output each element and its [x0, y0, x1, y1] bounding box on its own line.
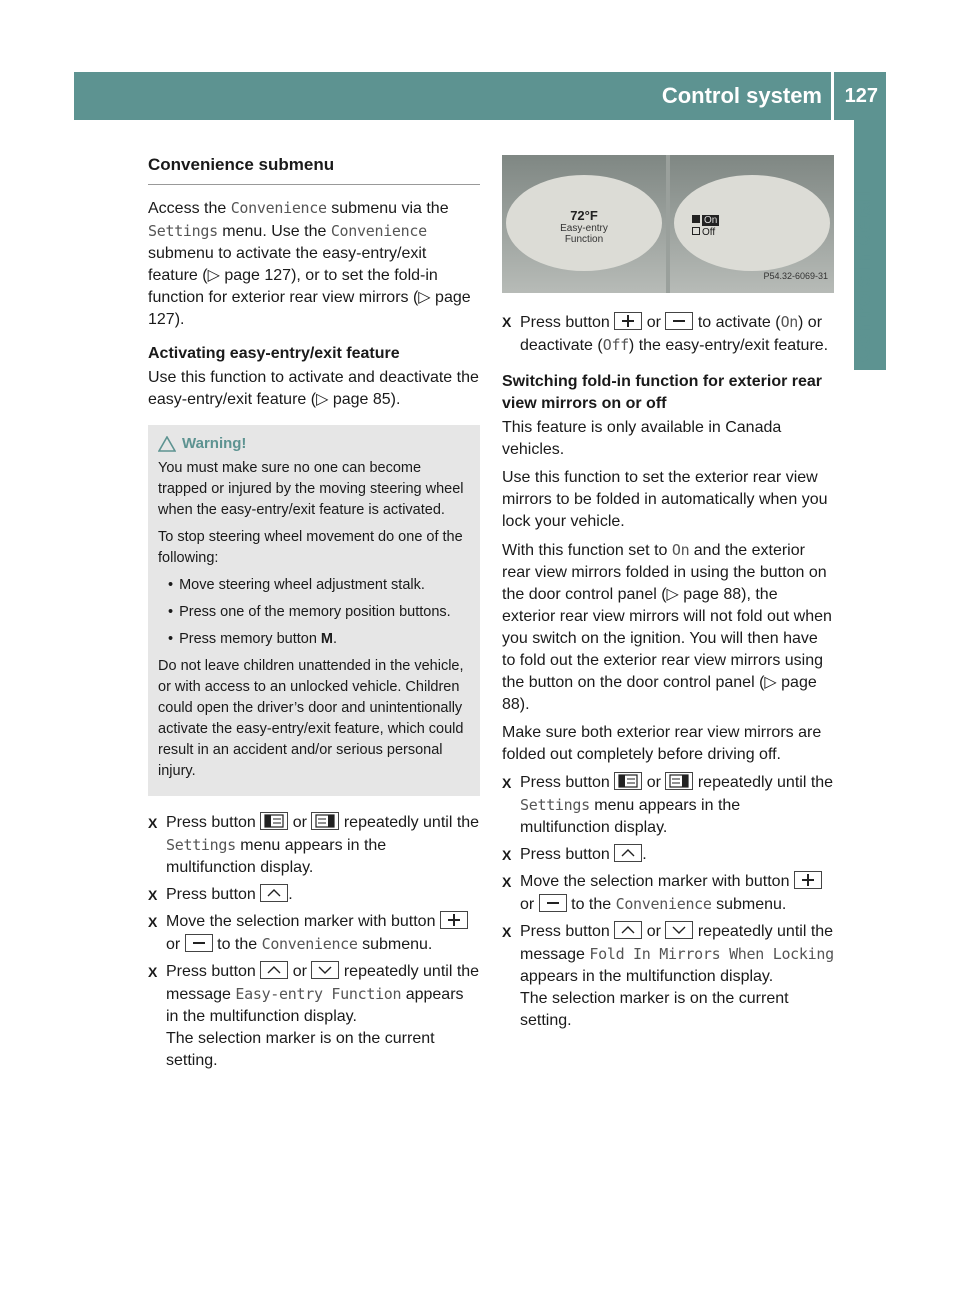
step-marker-icon: X — [502, 924, 512, 940]
right-column — [502, 155, 834, 1037]
header-title: Control system — [661, 83, 822, 108]
text: Access the — [148, 200, 231, 217]
header-bar — [74, 72, 886, 120]
text: Press button — [166, 963, 261, 980]
plus-icon — [614, 312, 642, 330]
text: appears in the multifunction display. — [520, 968, 774, 985]
scroll-down-icon — [665, 921, 693, 939]
menu-left-icon — [614, 772, 642, 790]
step — [502, 772, 834, 839]
step-marker-icon: X — [502, 874, 512, 890]
display-text: Settings — [166, 836, 236, 854]
page-number: 127 — [844, 85, 878, 107]
text: Move the selection marker with button — [166, 913, 440, 930]
plus-icon — [440, 911, 468, 929]
text: or — [288, 814, 312, 831]
warning-title: Warning! — [182, 435, 247, 452]
scroll-up-icon — [614, 921, 642, 939]
side-tab-label: Controls in detail — [852, 190, 875, 362]
minus-icon — [539, 894, 567, 912]
text: repeatedly until the — [693, 774, 834, 791]
scroll-down-icon — [311, 961, 339, 979]
display-screen — [506, 175, 662, 271]
step — [502, 871, 834, 916]
warning-text: You must make sure no one can become trapped or injured by the moving steering wheel when the easy-entry/exit feature is activated. — [158, 460, 464, 518]
menu-left-icon — [260, 812, 288, 830]
warning-bullet — [158, 629, 470, 650]
scroll-up-icon — [260, 884, 288, 902]
text: or — [520, 896, 539, 913]
text: The selection marker is on the current setting. — [520, 990, 789, 1029]
plus-icon — [794, 871, 822, 889]
display-text: Fold In Mirrors When Locking — [589, 945, 834, 963]
step — [148, 911, 480, 956]
paragraph — [502, 539, 834, 716]
text: or — [642, 314, 666, 331]
step-marker-icon: X — [148, 914, 158, 930]
section-title: Convenience submenu — [148, 154, 480, 185]
text: submenu. — [357, 936, 433, 953]
scroll-up-icon — [614, 844, 642, 862]
text: to the — [212, 936, 262, 953]
step — [502, 844, 834, 866]
minus-icon — [665, 312, 693, 330]
text: Press button — [166, 814, 261, 831]
memory-button-label: M — [320, 631, 333, 647]
display-text: Convenience — [330, 222, 427, 240]
menu-right-icon — [311, 812, 339, 830]
paragraph: Use this function to set the exterior rear view mirrors to be folded in automatically when you lock your vehicle. — [502, 469, 828, 530]
option-label: On — [704, 215, 718, 226]
step-marker-icon: X — [148, 815, 158, 831]
text: . — [642, 846, 647, 863]
text: submenu via the — [326, 200, 449, 217]
temperature-readout: 72°F — [570, 208, 598, 223]
display-text: On — [671, 541, 690, 559]
intro-paragraph — [148, 197, 480, 331]
header-separator — [831, 72, 834, 120]
text: repeatedly until the — [339, 814, 480, 831]
text: or — [166, 936, 185, 953]
paragraph: Make sure both exterior rear view mirrors are folded out completely before driving off. — [502, 724, 822, 763]
display-line: Easy-entry — [560, 223, 608, 234]
text: menu appears in the multifunction display. — [166, 837, 387, 876]
text: Press button — [166, 886, 261, 903]
subsection-text: Use this function to activate and deactivate the easy-entry/exit feature (▷ page 85). — [148, 369, 479, 408]
warning-heading — [158, 433, 470, 454]
warning-bullet: • Press one of the memory position buttons. — [158, 602, 470, 623]
display-text: Easy-entry Function — [235, 985, 402, 1003]
unselected-marker-icon — [692, 227, 700, 235]
display-line: Function — [564, 234, 604, 245]
option-label: Off — [702, 227, 716, 238]
selected-marker-icon — [692, 215, 700, 223]
subsection-title: Switching fold-in function for exterior rear view mirrors on or off — [502, 373, 823, 412]
step-marker-icon: X — [502, 775, 512, 791]
subsection-title: Activating easy-entry/exit feature — [148, 345, 400, 362]
text: Press button — [520, 846, 615, 863]
display-panel-right — [670, 155, 834, 293]
warning-text: To stop steering wheel movement do one of the following: — [158, 529, 463, 566]
display-text: Convenience — [261, 935, 358, 953]
text: With this function set to — [502, 542, 672, 559]
warning-text: Do not leave children unattended in the vehicle, or with access to an unlocked vehicle. Children could open the driver’s door and unintentionally activate the easy-entry/exit feature, which could result in an accident and/or serious personal injury. — [158, 658, 464, 779]
step — [502, 921, 834, 1032]
text: or — [642, 923, 666, 940]
text: repeatedly until the message — [166, 963, 480, 1003]
display-screen — [674, 175, 830, 271]
step-marker-icon: X — [502, 847, 512, 863]
text: Press memory button — [179, 631, 321, 647]
step-marker-icon: X — [148, 887, 158, 903]
step — [148, 884, 480, 906]
text: Press button — [520, 774, 615, 791]
text: Press button — [520, 314, 615, 331]
display-text: Off — [602, 336, 629, 354]
display-text: Convenience — [615, 895, 712, 913]
text: . — [288, 886, 293, 903]
option-on — [692, 215, 719, 227]
text: and the exterior rear view mirrors folded in using the button on the door control panel (▷ page 88), the exterior rear view mirrors will not fold out when you switch on the ignition. You will then have to fold out the exterior rear view mirrors using the button on the door control panel (▷ page 88). — [502, 542, 832, 713]
text: . — [333, 631, 338, 647]
display-text: Settings — [520, 796, 590, 814]
minus-icon — [185, 934, 213, 952]
step-marker-icon: X — [502, 314, 512, 330]
text: menu. Use the — [217, 223, 331, 240]
text: submenu. — [711, 896, 787, 913]
step — [148, 961, 480, 1072]
text: Press button — [520, 923, 615, 940]
text: repeatedly until the message — [520, 923, 834, 963]
left-column — [148, 150, 480, 1077]
step — [502, 311, 834, 357]
text: submenu to activate the easy-entry/exit feature (▷ page 127), or to set the fold-in function for exterior rear view mirrors (▷ page 127). — [148, 245, 471, 328]
text: appears in the multifunction display. — [166, 986, 464, 1025]
scroll-up-icon — [260, 961, 288, 979]
text: or — [642, 774, 666, 791]
text: ) or deactivate ( — [520, 314, 823, 354]
menu-right-icon — [665, 772, 693, 790]
text: to the — [566, 896, 616, 913]
step — [148, 812, 480, 879]
paragraph: This feature is only available in Canada vehicles. — [502, 419, 782, 458]
warning-box — [148, 425, 480, 796]
warning-triangle-icon — [158, 436, 176, 452]
step-marker-icon: X — [148, 964, 158, 980]
text: The selection marker is on the current setting. — [166, 1030, 435, 1069]
text: Move the selection marker with button — [520, 873, 794, 890]
figure-code: P54.32-6069-31 — [763, 271, 828, 281]
option-list — [692, 215, 719, 239]
display-text: Settings — [148, 222, 218, 240]
text: or — [288, 963, 312, 980]
display-text: On — [780, 313, 799, 331]
text: to activate ( — [693, 314, 781, 331]
display-text: Convenience — [230, 199, 327, 217]
option-off — [692, 227, 719, 239]
display-figure — [502, 155, 834, 293]
text: ) the easy-entry/exit feature. — [628, 337, 829, 354]
display-panel-left — [502, 155, 666, 293]
text: menu appears in the multifunction display. — [520, 797, 741, 836]
warning-bullet: • Move steering wheel adjustment stalk. — [158, 575, 470, 596]
